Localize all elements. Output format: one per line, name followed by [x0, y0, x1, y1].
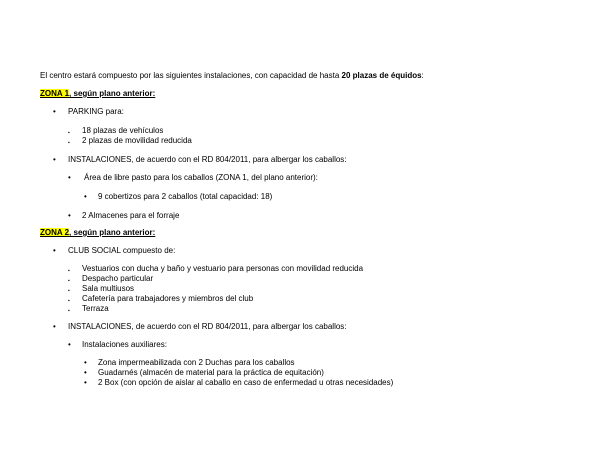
zone2-heading-rest: , según plano anterior:: [69, 228, 156, 237]
instalaciones-label: INSTALACIONES, de acuerdo con el RD 804/2011, para albergar los caballos:: [68, 322, 347, 331]
zone1-heading: [40, 89, 155, 99]
almacenes-item: 2 Almacenes para el forraje: [82, 211, 180, 220]
bullet-icon: •: [53, 322, 56, 331]
instalaciones-label: INSTALACIONES, de acuerdo con el RD 804/2011, para albergar los caballos:: [68, 155, 347, 164]
intro-text: El centro estará compuesto por las siguientes instalaciones, con capacidad de hasta: [40, 71, 342, 80]
square-bullet-icon: ▪: [68, 278, 70, 284]
list-item: Terraza: [82, 304, 109, 313]
bullet-icon: •: [84, 378, 87, 387]
list-item: 2 plazas de movilidad reducida: [82, 136, 192, 145]
bullet-icon: •: [84, 368, 87, 377]
intro-colon: :: [421, 71, 424, 80]
intro-paragraph: [40, 71, 424, 81]
bullet-icon: •: [53, 107, 56, 116]
square-bullet-icon: ▪: [68, 308, 70, 314]
list-item: Sala multiusos: [82, 284, 135, 293]
square-bullet-icon: ▪: [68, 140, 70, 146]
list-item: Despacho particular: [82, 274, 154, 283]
bullet-icon: •: [84, 192, 87, 201]
zone2-heading: [40, 228, 155, 238]
list-item: 18 plazas de vehículos: [82, 126, 164, 135]
bullet-icon: •: [68, 173, 71, 182]
list-item: Cafetería para trabajadores y miembros del club: [82, 294, 254, 303]
square-bullet-icon: ▪: [68, 288, 70, 294]
zone1-heading-rest: , según plano anterior:: [69, 89, 156, 98]
bullet-icon: •: [68, 211, 71, 220]
square-bullet-icon: ▪: [68, 268, 70, 274]
list-item: Guadarnés (almacén de material para la práctica de equitación): [98, 368, 324, 377]
zone1-label: ZONA 1: [40, 89, 70, 98]
cobertizos-item: 9 cobertizos para 2 caballos (total capacidad: 18): [98, 192, 273, 201]
list-item: 2 Box (con opción de aislar al caballo en caso de enfermedad u otras necesidades): [98, 378, 394, 387]
zone2-label: ZONA 2: [40, 228, 70, 237]
square-bullet-icon: ▪: [68, 298, 70, 304]
square-bullet-icon: ▪: [68, 130, 70, 136]
bullet-icon: •: [84, 358, 87, 367]
bullet-icon: •: [68, 340, 71, 349]
instalaciones-auxiliares-label: Instalaciones auxiliares:: [82, 340, 167, 349]
bullet-icon: •: [53, 155, 56, 164]
list-item: Vestuarios con ducha y baño y vestuario para personas con movilidad reducida: [82, 264, 364, 273]
intro-bold-capacity: 20 plazas de équidos: [341, 71, 422, 80]
list-item: Zona impermeabilizada con 2 Duchas para los caballos: [98, 358, 295, 367]
bullet-icon: •: [53, 246, 56, 255]
area-pasto-label: Área de libre pasto para los caballos (ZONA 1, del plano anterior):: [84, 173, 318, 182]
parking-label: PARKING para:: [68, 107, 124, 116]
club-social-label: CLUB SOCIAL compuesto de:: [68, 246, 176, 255]
